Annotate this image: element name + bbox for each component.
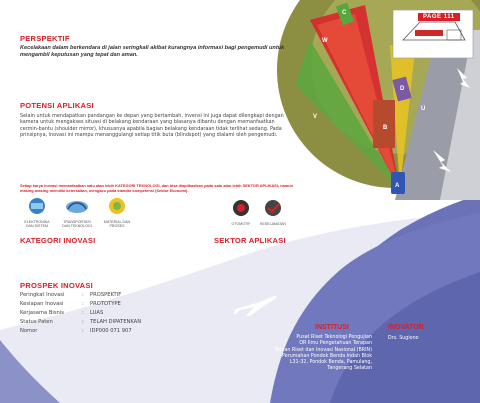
prospek-key: Kesiapan Inovasi xyxy=(20,301,64,307)
potensi-heading: POTENSI APLIKASI xyxy=(20,101,94,110)
prospek-row: Kesiapan Inovasi : PROTOTYPE xyxy=(20,301,121,307)
automotive-icon xyxy=(226,199,256,217)
kategori-label-material: MATERIAL DAN PROSES xyxy=(103,220,131,229)
prospek-key: Peringkat Inovasi xyxy=(20,292,65,298)
institusi-line: OR Ilmu Pengetahuan Terapan xyxy=(299,341,372,347)
institusi-address xyxy=(252,335,372,373)
institusi-line: Pusat Riset Teknologi Pengujian xyxy=(296,335,372,340)
zone-label-v: V xyxy=(313,114,318,120)
institusi-line: L31-32, Pondok Benda, Pamulang, xyxy=(289,360,372,366)
kategori-heading: KATEGORI INOVASI xyxy=(20,236,96,245)
prospek-value: TELAH DIPATENKAN xyxy=(90,319,142,325)
sektor-icon-safety xyxy=(258,199,288,226)
prospek-table xyxy=(20,291,141,336)
prospek-key: Kerjasama Bisnis xyxy=(20,310,64,316)
transport-icon xyxy=(62,197,92,215)
category-note: Setiap karya inovasi memanfaatkan satu atau lebih KATEGORI TEKNOLOGI, dan bisa diaplikasikan pada satu atau lebih SEKTOR APLIKASI; namun masing-masing memiliki keterkaitan, mengacu pada standar kompetensi (Sektor Ekonomi). xyxy=(20,183,293,193)
prospek-value: PROSPEKTIF xyxy=(90,292,122,298)
perspektif-text: Kecelakaan dalam berkendara di jalan seringkali akibat kurangnya informasi bagi pengemudi untuk mengambil keputusan yang tepat dan aman. xyxy=(20,45,285,58)
potensi-text: Selain untuk mendapatkan pandangan ke depan yang bertambah, invensi ini juga dapat dilengkapi dengan kamera untuk mengakses situasi di belakang kendaraan yang biasanya dibantu dengan memanfaatkan cermin-bantu (shoulder mirror), khususnya apabila bagian belakang kendaraan tidak terlihat sedang. Pada prinsipnya, inovasi ini mampu menanggulangi setiap titik buta (blindspot) yang dialami oleh pengemudi. xyxy=(20,113,284,139)
kategori-icon-transport xyxy=(62,197,92,228)
kategori-icon-material xyxy=(102,197,132,228)
kategori-label-transport: TRANSPORTASI DAN TEKNOLOGI xyxy=(62,220,92,229)
sektor-label-safety: KESELAMATAN xyxy=(259,222,287,226)
institusi-line: Perumahan Pondok Benda Indah Blok xyxy=(282,353,372,359)
institusi-line: Badan Riset dan Inovasi Nasional (BRIN) xyxy=(275,347,372,353)
electronics-icon xyxy=(22,197,52,215)
zone-label-a: A xyxy=(395,183,400,189)
zone-label-w: W xyxy=(322,38,328,44)
zone-label-d: D xyxy=(400,86,405,92)
prospek-key: Status Paten xyxy=(20,319,53,325)
page-badge: PAGE 111 xyxy=(418,13,460,21)
prospek-key: Nomor xyxy=(20,328,38,334)
institusi-line: Tangerang Selatan xyxy=(327,366,372,372)
zone-label-u: U xyxy=(421,106,426,112)
blindspot-diagram xyxy=(255,0,480,200)
perspektif-heading: PERSPEKTIF xyxy=(20,34,70,43)
institusi-heading: INSTITUSI xyxy=(315,324,349,331)
airplane-icon xyxy=(230,292,278,318)
prospek-heading: PROSPEK INOVASI xyxy=(20,281,93,290)
prospek-row: Peringkat Inovasi : PROSPEKTIF xyxy=(20,292,122,298)
prospek-value: PROTOTYPE xyxy=(90,301,121,307)
prospek-row: Nomor : IDP000 071 907 xyxy=(20,328,132,334)
zone-label-b: B xyxy=(383,125,388,131)
prospek-row: Kerjasama Bisnis : LUAS xyxy=(20,310,104,316)
prospek-row: Status Paten : TELAH DIPATENKAN xyxy=(20,319,142,325)
sektor-label-automotive: OTOMOTIF xyxy=(231,222,251,226)
inovator-name: Drs. Sugiono xyxy=(388,336,419,341)
material-icon xyxy=(102,197,132,215)
prospek-value: LUAS xyxy=(90,310,104,316)
kategori-icon-electronics xyxy=(22,197,52,228)
prospek-value: IDP000 071 907 xyxy=(90,328,132,334)
kategori-label-electronics: ELEKTRONIKA DAN SISTEM xyxy=(24,220,50,229)
sektor-heading: SEKTOR APLIKASI xyxy=(214,236,286,245)
inovator-heading: INOVATOR xyxy=(388,324,424,331)
zone-label-c: C xyxy=(342,10,347,16)
sektor-icon-automotive xyxy=(226,199,256,226)
safety-icon xyxy=(258,199,288,217)
